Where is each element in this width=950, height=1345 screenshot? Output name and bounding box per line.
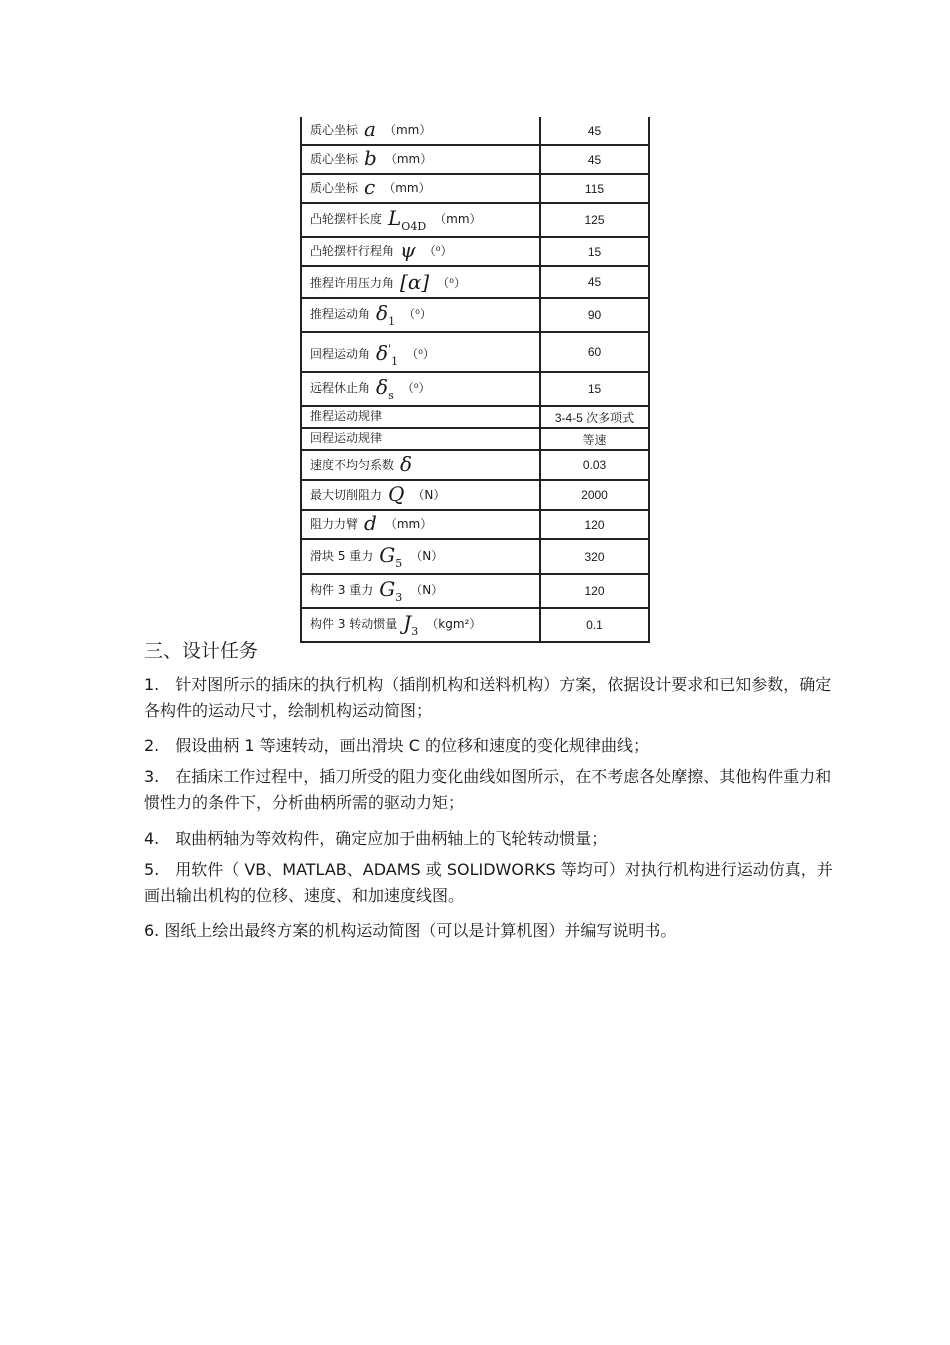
- param-value: 45: [540, 117, 649, 145]
- param-label-cell: [301, 117, 540, 145]
- param-label: 构件 3 重力: [310, 583, 374, 597]
- param-label-cell: [301, 574, 540, 608]
- table-row: [301, 450, 649, 480]
- param-value: 60: [540, 332, 649, 372]
- table-row: [301, 266, 649, 298]
- param-label: 推程运动规律: [310, 409, 383, 423]
- param-label: 速度不均匀系数: [310, 458, 395, 472]
- table-row: [301, 203, 649, 237]
- table-row: [301, 406, 649, 428]
- param-unit: （mm）: [384, 517, 433, 531]
- param-value: 125: [540, 203, 649, 237]
- param-label: 回程运动规律: [310, 431, 383, 445]
- param-symbol: [400, 238, 416, 262]
- param-value: 0.03: [540, 450, 649, 480]
- param-value: 2000: [540, 480, 649, 510]
- table-row: [301, 539, 649, 574]
- param-symbol: [400, 270, 429, 294]
- symbol-base: [α]: [400, 270, 430, 294]
- symbol-base: δ: [400, 452, 413, 476]
- symbol-subscript: 1: [388, 315, 396, 328]
- param-unit: （N）: [412, 488, 446, 502]
- param-label-cell: [301, 332, 540, 372]
- symbol-subscript: 3: [395, 591, 403, 604]
- param-value: 320: [540, 539, 649, 574]
- param-unit: （⁰）: [406, 347, 435, 361]
- symbol-subscript: s: [388, 389, 394, 402]
- task-item-4: 4. 取曲柄轴为等效构件，确定应加于曲柄轴上的飞轮转动惯量；: [144, 829, 608, 848]
- table-row: [301, 145, 649, 174]
- param-value: 45: [540, 266, 649, 298]
- task-item-6: 6. 图纸上绘出最终方案的机构运动简图（可以是计算机图）并编写说明书。: [144, 921, 677, 940]
- param-label: 回程运动角: [310, 347, 371, 361]
- param-label-cell: [301, 298, 540, 332]
- parameter-table: [300, 117, 650, 643]
- param-value: 45: [540, 145, 649, 174]
- table-row: [301, 117, 649, 145]
- param-symbol: [400, 452, 412, 476]
- param-label-cell: [301, 608, 540, 642]
- param-symbol: [388, 482, 404, 506]
- param-symbol: [379, 543, 403, 570]
- table-row: [301, 510, 649, 539]
- param-label: 质心坐标: [310, 181, 359, 195]
- param-unit: （mm）: [384, 152, 433, 166]
- param-symbol: [376, 301, 396, 328]
- param-value: 90: [540, 298, 649, 332]
- param-value: 15: [540, 372, 649, 406]
- param-label: 质心坐标: [310, 152, 359, 166]
- param-label: 推程许用压力角: [310, 276, 395, 290]
- table-row: [301, 372, 649, 406]
- param-label-cell: [301, 406, 540, 428]
- table-row: [301, 574, 649, 608]
- param-label: 凸轮摆杆行程角: [310, 244, 395, 258]
- symbol-base: J: [403, 611, 412, 635]
- symbol-base: G: [379, 577, 396, 601]
- param-label: 最大切削阻力: [310, 488, 383, 502]
- task-item-3: 3. 在插床工作过程中，插刀所受的阻力变化曲线如图所示，在不考虑各处摩擦、其他构件重力和惯性力的条件下，分析曲柄所需的驱动力矩；: [144, 767, 832, 812]
- table-row: [301, 237, 649, 266]
- param-label: 凸轮摆杆长度: [310, 212, 383, 226]
- param-value: 120: [540, 510, 649, 539]
- param-symbol: [403, 611, 419, 638]
- param-symbol: [376, 375, 394, 402]
- symbol-subscript: O4D: [401, 220, 427, 233]
- param-symbol: [388, 206, 427, 233]
- param-label: 阻力力臂: [310, 517, 359, 531]
- symbol-base: δ: [376, 375, 389, 399]
- symbol-base: δ: [376, 341, 389, 365]
- param-label-cell: [301, 450, 540, 480]
- task-item-5: 5. 用软件（ VB、MATLAB、ADAMS 或 SOLIDWORKS 等均可）对执行机构进行运动仿真，并画出输出机构的位移、速度、和加速度线图。: [144, 860, 833, 905]
- param-unit: （⁰）: [423, 244, 453, 258]
- param-label-cell: [301, 174, 540, 203]
- param-unit: （⁰）: [401, 381, 431, 395]
- param-unit: （mm）: [383, 123, 432, 137]
- param-symbol: [379, 577, 403, 604]
- symbol-subscript: 3: [411, 625, 419, 638]
- task-item-2: 2. 假设曲柄 1 等速转动，画出滑块 C 的位移和速度的变化规律曲线；: [144, 736, 649, 755]
- param-unit: （mm）: [434, 212, 482, 226]
- param-label-cell: [301, 428, 540, 450]
- param-label-cell: [301, 372, 540, 406]
- table-row: [301, 332, 649, 372]
- task-item-1: 1. 针对图所示的插床的执行机构（插削机构和送料机构）方案，依据设计要求和已知参数，确定各构件的运动尺寸，绘制机构运动简图；: [144, 675, 832, 720]
- symbol-base: δ: [376, 301, 389, 325]
- param-symbol: [376, 341, 399, 368]
- param-value: 15: [540, 237, 649, 266]
- param-unit: （⁰）: [403, 307, 432, 321]
- param-label: 质心坐标: [310, 123, 359, 137]
- table-row: [301, 174, 649, 203]
- param-label: 滑块 5 重力: [310, 549, 374, 563]
- param-label: 远程休止角: [310, 381, 371, 395]
- symbol-subscript: 5: [395, 557, 403, 570]
- param-value: 0.1: [540, 608, 649, 642]
- symbol-base: d: [364, 511, 377, 535]
- param-unit: （⁰）: [437, 276, 466, 290]
- param-label-cell: [301, 266, 540, 298]
- symbol-subscript: 1: [391, 355, 399, 368]
- param-label-cell: [301, 510, 540, 539]
- symbol-base: L: [388, 206, 402, 230]
- table-row: [301, 480, 649, 510]
- param-label-cell: [301, 145, 540, 174]
- symbol-base: Q: [388, 482, 405, 506]
- param-label-cell: [301, 203, 540, 237]
- param-unit: （N）: [410, 583, 444, 597]
- symbol-base: G: [379, 543, 396, 567]
- table-row: [301, 428, 649, 450]
- table-row: [301, 298, 649, 332]
- section-title: 三、设计任务: [144, 640, 259, 662]
- param-unit: （N）: [410, 549, 444, 563]
- param-value: 等速: [540, 428, 649, 450]
- symbol-base: b: [364, 146, 377, 170]
- param-label-cell: [301, 237, 540, 266]
- param-unit: （mm）: [383, 181, 431, 195]
- param-symbol: [364, 146, 377, 170]
- param-value: 115: [540, 174, 649, 203]
- symbol-base: a: [364, 117, 376, 141]
- param-symbol: [364, 511, 377, 535]
- param-label: 构件 3 转动惯量: [310, 617, 398, 631]
- param-label-cell: [301, 480, 540, 510]
- param-unit: （kgm²）: [426, 617, 482, 631]
- param-symbol: [364, 117, 376, 141]
- table-row: [301, 608, 649, 642]
- param-value: 3-4-5 次多项式: [540, 406, 649, 428]
- symbol-base: c: [364, 175, 376, 199]
- param-symbol: [364, 175, 375, 199]
- param-label-cell: [301, 539, 540, 574]
- symbol-superscript: ': [388, 342, 392, 356]
- param-label: 推程运动角: [310, 307, 371, 321]
- param-value: 120: [540, 574, 649, 608]
- symbol-base: ψ: [400, 238, 416, 262]
